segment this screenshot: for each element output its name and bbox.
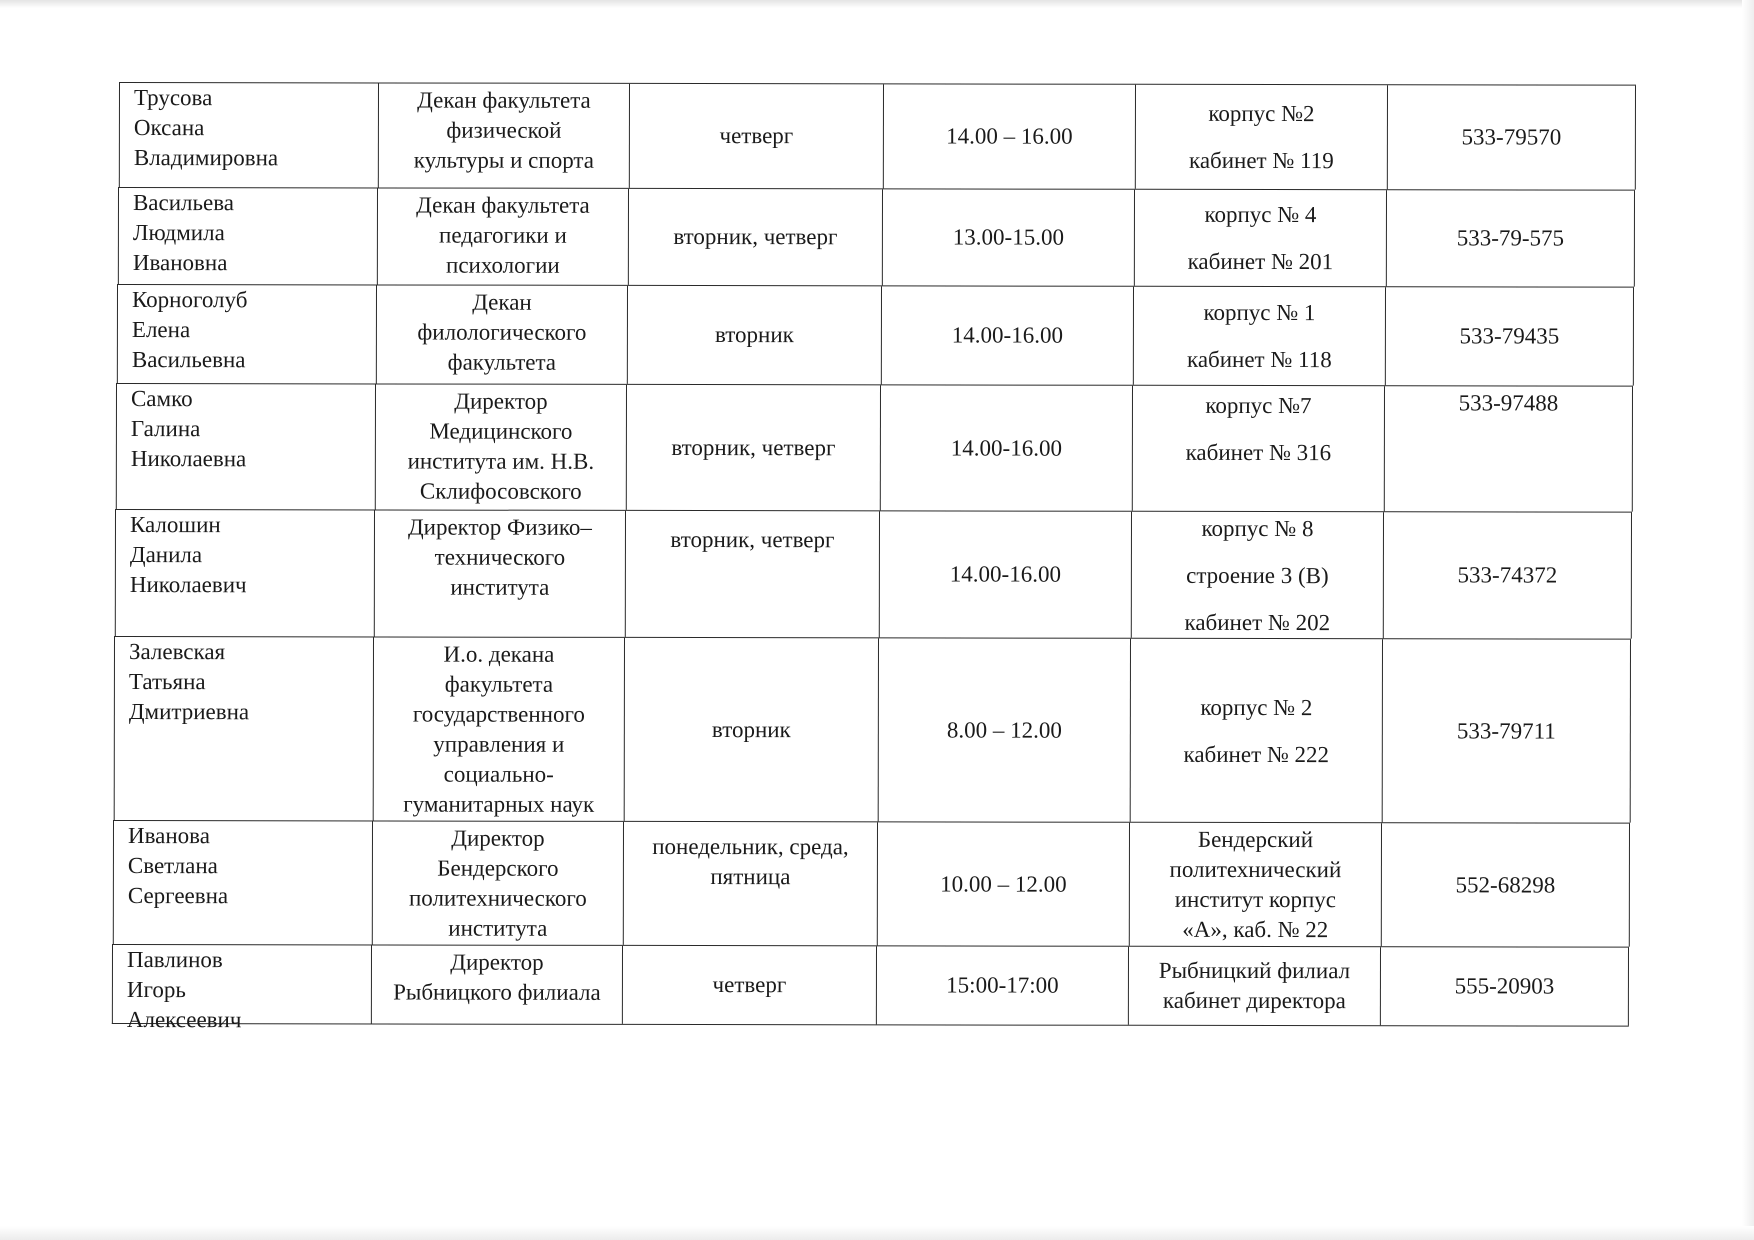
time-cell [880, 511, 1132, 637]
name-cell [115, 637, 374, 820]
surname: Калошин [129, 512, 221, 538]
location-cell [1131, 639, 1383, 822]
position-text: Декан филологического факультета [417, 289, 587, 375]
position-text: Директор Физико– технического института [407, 514, 592, 600]
table-row [113, 820, 1630, 947]
surname: Павлинов [126, 947, 223, 973]
time-text: 14.00 – 16.00 [946, 123, 1073, 149]
patronymic: Владимировна [133, 145, 279, 171]
table-row [116, 383, 1633, 512]
patronymic: Сергеевна [127, 883, 229, 909]
name-cell [113, 945, 372, 1033]
position-text: Директор Медицинского института им. Н.В. Склифосовского [407, 388, 595, 504]
table-row [119, 82, 1636, 190]
phone-text: 555-20903 [1454, 973, 1555, 999]
surname: Корноголуб [131, 287, 248, 313]
position-cell [377, 285, 628, 383]
surname: Васильева [132, 190, 235, 216]
first-name: Данила [129, 542, 203, 568]
day-text: вторник [714, 322, 794, 348]
time-text: 10.00 – 12.00 [940, 870, 1067, 897]
patronymic: Николаевич [129, 572, 247, 598]
time-text: 8.00 – 12.00 [946, 716, 1062, 743]
day-cell [624, 822, 878, 945]
day-cell [628, 286, 882, 384]
location-text: Бендерский политехнический институт корпус «А», каб. № 22 [1169, 826, 1342, 942]
position-cell [375, 510, 626, 636]
day-text: вторник, четверг [673, 223, 838, 250]
time-cell [884, 84, 1136, 188]
phone-cell [1388, 85, 1636, 189]
day-text: четверг [719, 123, 794, 149]
name-cell [120, 83, 379, 187]
location-cell [1135, 190, 1387, 286]
phone-text: 533-79-575 [1456, 225, 1565, 251]
name-cell [116, 510, 375, 636]
time-text: 15:00-17:00 [946, 972, 1059, 998]
day-cell [630, 84, 884, 188]
time-text: 14.00-16.00 [951, 322, 1064, 348]
location-text: Рыбницкий филиал кабинет директора [1158, 957, 1351, 1014]
day-text: четверг [712, 972, 787, 998]
location-text: корпус № 1 кабинет № 118 [1186, 299, 1332, 373]
name-cell [119, 188, 378, 284]
day-text: понедельник, среда, пятница [652, 833, 849, 890]
time-cell [883, 189, 1135, 285]
time-cell [878, 822, 1130, 945]
location-text: корпус №7 кабинет № 316 [1185, 392, 1332, 466]
time-text: 13.00-15.00 [952, 224, 1065, 250]
phone-text: 533-74372 [1457, 562, 1558, 588]
location-text: корпус №2 кабинет № 119 [1188, 100, 1334, 174]
position-cell [373, 821, 624, 944]
time-cell [881, 385, 1133, 510]
location-cell [1130, 823, 1382, 946]
name-cell [117, 384, 376, 509]
location-cell [1133, 386, 1385, 511]
time-text: 14.00-16.00 [949, 561, 1061, 587]
table-row [118, 187, 1635, 287]
phone-cell [1384, 512, 1632, 638]
time-cell [882, 286, 1134, 384]
patronymic: Васильевна [131, 347, 246, 373]
table-row [114, 636, 1631, 823]
patronymic: Николаевна [130, 446, 247, 472]
position-text: Директор Рыбницкого филиала [393, 949, 601, 1005]
patronymic: Дмитриевна [128, 699, 250, 725]
phone-cell [1385, 386, 1633, 511]
table-row [112, 944, 1629, 1033]
surname: Самко [130, 386, 193, 412]
surname: Иванова [127, 823, 210, 849]
first-name: Светлана [127, 853, 218, 879]
phone-cell [1382, 823, 1630, 946]
phone-text: 533-79435 [1459, 323, 1560, 349]
first-name: Игорь [126, 977, 186, 1003]
time-cell [877, 946, 1129, 1024]
position-text: И.о. декана факультета государственного управления и социально- гуманитарных наук [403, 641, 595, 817]
day-cell [623, 946, 877, 1024]
position-cell [374, 637, 625, 820]
position-cell [372, 945, 623, 1023]
name-cell [118, 285, 377, 383]
patronymic: Ивановна [132, 250, 228, 276]
position-text: Декан факультета физической культуры и спорта [413, 87, 594, 173]
first-name: Елена [131, 317, 191, 343]
day-text: вторник [711, 716, 791, 742]
surname: Трусова [133, 85, 213, 111]
day-text: вторник, четверг [670, 526, 835, 553]
phone-text: 533-79711 [1456, 717, 1556, 744]
position-text: Декан факультета педагогики и психологии [416, 192, 590, 278]
day-cell [625, 638, 879, 821]
phone-cell [1387, 190, 1635, 286]
location-cell [1129, 947, 1381, 1025]
position-text: Директор Бендерского политехнического института [408, 825, 587, 941]
first-name: Оксана [133, 115, 205, 141]
location-cell [1132, 512, 1384, 638]
location-text: корпус № 4 кабинет № 201 [1187, 201, 1334, 275]
location-cell [1136, 85, 1388, 189]
time-cell [879, 638, 1131, 821]
phone-cell [1386, 287, 1634, 385]
phone-cell [1383, 639, 1631, 822]
position-cell [376, 384, 627, 509]
table-row [117, 284, 1634, 386]
phone-text: 533-79570 [1461, 124, 1562, 150]
phone-text: 552-68298 [1455, 871, 1556, 898]
location-text: корпус № 8 строение 3 (В) кабинет № 202 [1184, 515, 1331, 635]
position-cell [379, 83, 630, 187]
phone-cell [1381, 947, 1629, 1025]
time-text: 14.00-16.00 [950, 434, 1062, 461]
table-row [115, 509, 1632, 639]
day-cell [629, 189, 883, 285]
first-name: Татьяна [128, 669, 206, 695]
phone-text: 533-97488 [1458, 390, 1559, 416]
day-cell [627, 385, 881, 510]
surname: Залевская [128, 639, 226, 665]
day-cell [626, 511, 880, 637]
position-cell [378, 188, 629, 284]
location-text: корпус № 2 кабинет № 222 [1183, 694, 1330, 767]
first-name: Галина [130, 416, 201, 442]
patronymic: Алексеевич [126, 1007, 242, 1033]
name-cell [114, 821, 373, 944]
first-name: Людмила [132, 220, 225, 246]
day-text: вторник, четверг [671, 434, 836, 460]
location-cell [1134, 287, 1386, 385]
